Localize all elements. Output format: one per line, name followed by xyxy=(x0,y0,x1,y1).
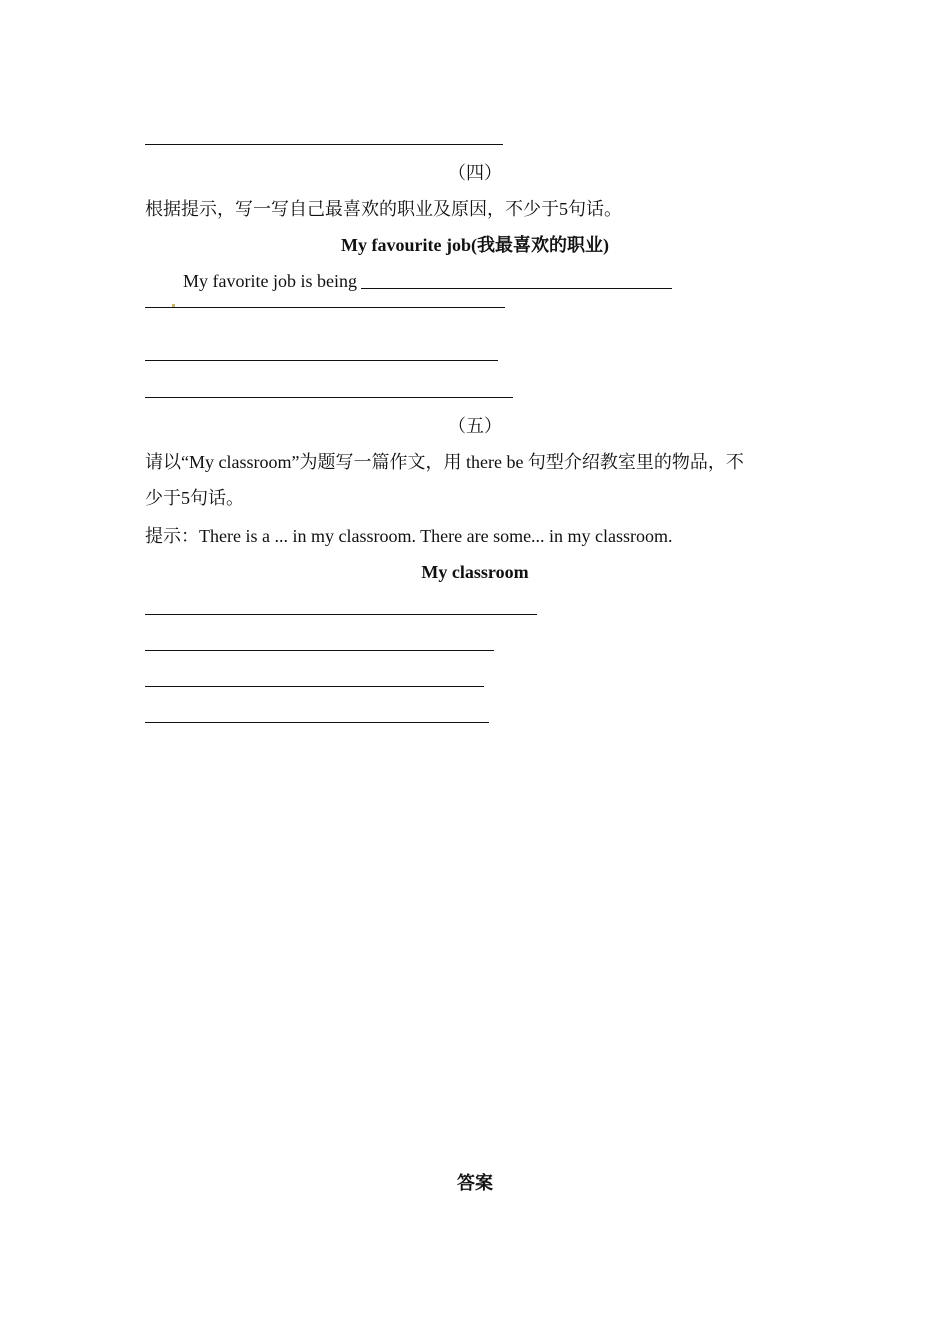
writing-line[interactable] xyxy=(145,397,513,398)
section-four-prompt-line xyxy=(183,270,672,292)
section-five-heading: （五） xyxy=(448,416,502,436)
writing-line[interactable] xyxy=(145,722,489,723)
decorative-dot xyxy=(172,304,175,307)
section-four-heading: （四） xyxy=(448,163,502,183)
answer-blank[interactable] xyxy=(361,272,672,289)
writing-line[interactable] xyxy=(145,614,537,615)
section-five-instruction-line1: 请以“My classroom”为题写一篇作文，用 there be 句型介绍教室里的物品，不 xyxy=(145,452,744,472)
writing-line[interactable] xyxy=(145,360,498,361)
section-four-instruction: 根据提示，写一写自己最喜欢的职业及原因，不少于5句话。 xyxy=(145,199,622,219)
writing-line[interactable] xyxy=(145,650,494,651)
section-five-hint: 提示：There is a ... in my classroom. There are some... in my classroom. xyxy=(145,526,673,546)
section-five-instruction-line2: 少于5句话。 xyxy=(145,488,244,508)
answers-heading: 答案 xyxy=(457,1173,493,1193)
writing-line[interactable] xyxy=(145,307,505,308)
writing-line[interactable] xyxy=(145,686,484,687)
section-four-title: My favourite job(我最喜欢的职业) xyxy=(341,235,609,255)
section-four-prompt: My favorite job is being xyxy=(183,271,357,291)
writing-line xyxy=(145,144,503,145)
section-five-title: My classroom xyxy=(421,562,529,582)
